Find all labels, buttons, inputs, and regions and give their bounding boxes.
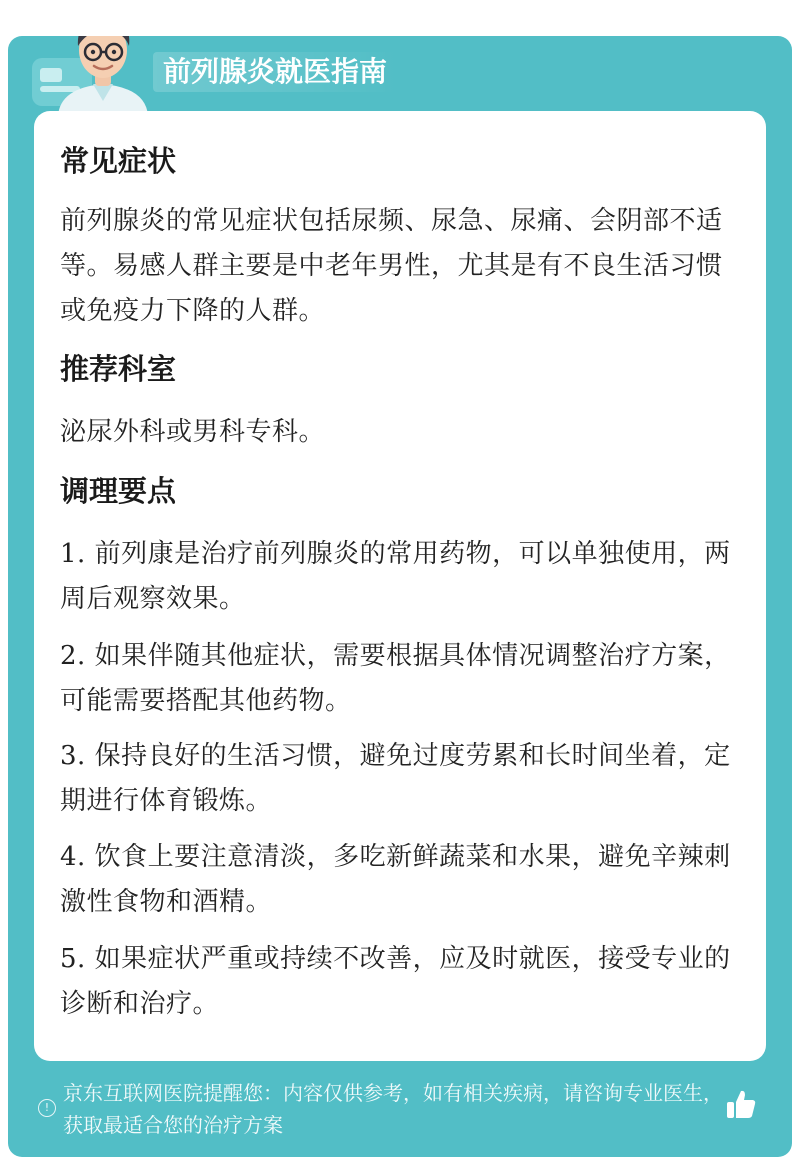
footer-notice-text: 京东互联网医院提醒您：内容仅供参考，如有相关疾病，请咨询专业医生，获取最适合您的治疗方案	[63, 1081, 723, 1137]
thumbs-up-icon[interactable]	[724, 1087, 758, 1121]
doctor-avatar	[48, 36, 158, 116]
care-item-number: 2.	[60, 641, 86, 671]
department-heading: 推荐科室	[60, 352, 177, 386]
symptoms-heading: 常见症状	[60, 144, 177, 178]
care-item-number: 3.	[60, 741, 86, 771]
care-heading: 调理要点	[60, 474, 177, 508]
care-item-4	[60, 835, 732, 925]
care-item-number: 1.	[60, 539, 86, 569]
footer-notice	[8, 1071, 792, 1151]
care-item-text: 保持良好的生活习惯，避免过度劳累和长时间坐着，定期进行体育锻炼。	[60, 741, 731, 816]
care-item-5	[60, 937, 732, 1027]
care-item-3	[60, 734, 732, 824]
department-body: 泌尿外科或男科专科。	[60, 417, 326, 447]
symptoms-body: 前列腺炎的常见症状包括尿频、尿急、尿痛、会阴部不适等。易感人群主要是中老年男性，尤其是有不良生活习惯或免疫力下降的人群。	[60, 206, 723, 326]
care-item-2	[60, 634, 732, 724]
page-title: 前列腺炎就医指南	[153, 52, 397, 92]
guide-frame	[8, 36, 792, 1157]
info-icon: !	[38, 1099, 56, 1117]
care-item-1	[60, 532, 732, 622]
care-item-text: 饮食上要注意清淡，多吃新鲜蔬菜和水果，避免辛辣刺激性食物和酒精。	[60, 842, 731, 917]
content-card	[34, 111, 766, 1061]
care-item-text: 如果症状严重或持续不改善，应及时就医，接受专业的诊断和治疗。	[60, 944, 731, 1019]
care-item-number: 4.	[60, 842, 86, 872]
care-item-text: 前列康是治疗前列腺炎的常用药物，可以单独使用，两周后观察效果。	[60, 539, 731, 614]
care-item-number: 5.	[60, 944, 86, 974]
care-item-text: 如果伴随其他症状，需要根据具体情况调整治疗方案，可能需要搭配其他药物。	[60, 641, 731, 716]
